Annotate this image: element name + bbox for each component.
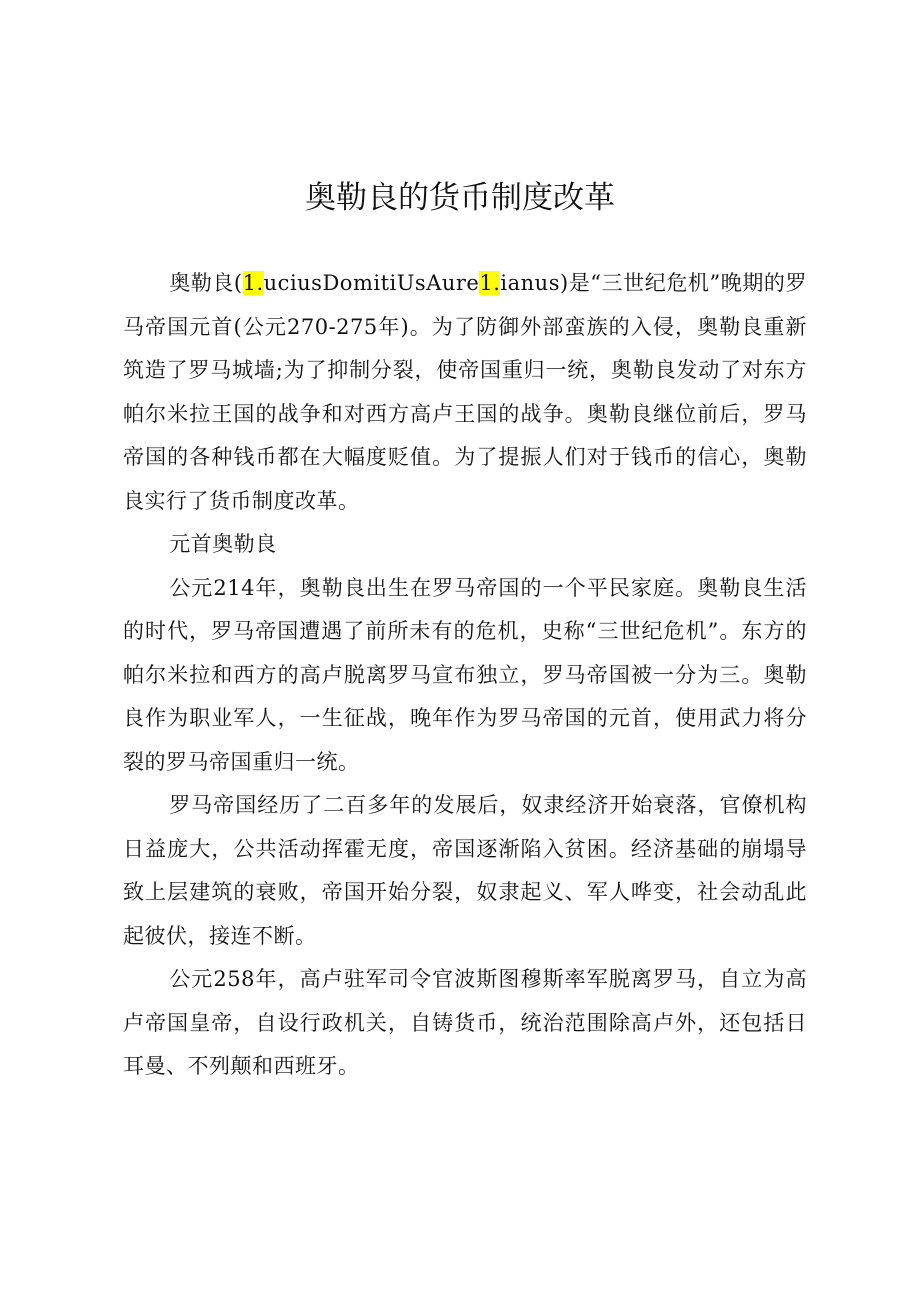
section-heading: 元首奥勒良 xyxy=(169,532,277,556)
highlighted-text: 1. xyxy=(479,271,501,295)
document-title: 奥勒良的货币制度改革 xyxy=(305,180,615,216)
intro-text-start: 奥勒良( xyxy=(169,271,243,295)
intro-text-rest: ianus)是“三世纪危机”晚期的罗马帝国元首(公元270-275年)。为了防御外部蛮族的入侵，奥勒良重新筑造了罗马城墙;为了抑制分裂，使帝国重归一统，奥勒良发动了对东方帕尔米拉王国的战争和对西方高卢王国的战争。奥勒良继位前后，罗马帝国的各种钱币都在大幅度贬值。为了提振人们对于钱币的信心，奥勒良实行了货币制度改革。 xyxy=(123,271,807,513)
paragraph-birth: 公元214年，奥勒良出生在罗马帝国的一个平民家庭。奥勒良生活的时代，罗马帝国遭遇了前所未有的危机，史称“三世纪危机”。东方的帕尔米拉和西方的高卢脱离罗马宣布独立，罗马帝国被一分为三。奥勒良作为职业军人，一生征战，晚年作为罗马帝国的元首，使用武力将分裂的罗马帝国重归一统。 xyxy=(123,575,807,774)
paragraph-gaul: 公元258年，高卢驻军司令官波斯图穆斯率军脱离罗马，自立为高卢帝国皇帝，自设行政机关，自铸货币，统治范围除高卢外，还包括日耳曼、不列颠和西班牙。 xyxy=(123,967,807,1078)
paragraph-decline: 罗马帝国经历了二百多年的发展后，奴隶经济开始衰落，官僚机构日益庞大，公共活动挥霍无度，帝国逐渐陷入贫困。经济基础的崩塌导致上层建筑的衰败，帝国开始分裂，奴隶起义、军人哗变，社会动乱此起彼伏，接连不断。 xyxy=(123,793,807,948)
document-body xyxy=(123,262,807,1089)
paragraph-intro xyxy=(123,262,807,523)
highlighted-text: 1. xyxy=(242,271,264,295)
intro-name-fragment: uciusDomitiUsAure xyxy=(263,271,480,295)
